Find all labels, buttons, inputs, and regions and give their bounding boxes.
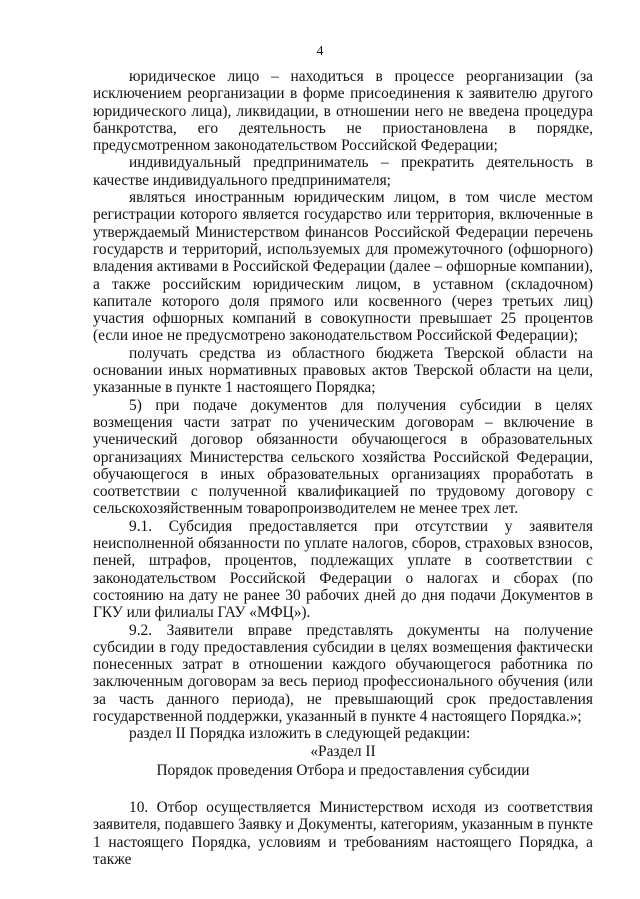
paragraph-10: 10. Отбор осуществляется Министерством исходя из соответствия заявителя, подавшего Заявку и Документы, категориям, указанным в пункте 1 настоящего Порядка, условиям и требованиям настоящего Порядка, а также	[93, 799, 593, 869]
document-body	[93, 68, 593, 868]
section-title: Порядок проведения Отбора и предоставления субсидии	[156, 761, 530, 779]
paragraph-9-2: 9.2. Заявители вправе представлять документы на получение субсидии в году предоставления субсидии в целях возмещения фактически понесенных затрат в отношении каждого обучающегося работника по заключенным договорам за весь период профессионального обучения (или за часть данного периода), не превышающий срок предоставления государственной поддержки, указанный в пункте 4 настоящего Порядка.»;	[93, 621, 593, 725]
paragraph-9-1: 9.1. Субсидия предоставляется при отсутствии у заявителя неисполненной обязанности по уплате налогов, сборов, страховых взносов, пеней, штрафов, процентов, подлежащих уплате в соответствии с законодательством Российской Федерации о налогах и сборах (по состоянию на дату не ранее 30 рабочих дней до дня подачи Документов в ГКУ или филиалы ГАУ «МФЦ»).	[93, 517, 593, 622]
page-number: 4	[316, 44, 324, 59]
paragraph-item-5: 5) при подаче документов для получения субсидии в целях возмещения части затрат по ученическим договорам – включение в ученический договор обязанности обучающегося в образовательных организациях Министерства сельского хозяйства Российской Федерации, обучающегося в иных образовательных организациях проработать в соответствии с полученной квалификацией по трудовому договору с сельскохозяйственным товаропроизводителем не менее трех лет.	[93, 396, 593, 518]
paragraph-legal-entity: юридическое лицо – находиться в процессе реорганизации (за исключением реорганизации в форме присоединения к заявителю другого юридического лица), ликвидации, в отношении него не введена процедура банкротства, его деятельность не приостановлена в порядке, предусмотренном законодательством Российской Федерации;	[93, 68, 593, 155]
paragraph-section-ii-intro: раздел II Порядка изложить в следующей редакции:	[129, 725, 471, 743]
paragraph-individual-entrepreneur: индивидуальный предприниматель – прекратить деятельность в качестве индивидуального предпринимателя;	[93, 154, 593, 189]
section-heading: «Раздел II	[310, 742, 376, 760]
paragraph-regional-budget: получать средства из областного бюджета Тверской области на основании иных нормативных правовых актов Тверской области на цели, указанные в пункте 1 настоящего Порядка;	[93, 344, 593, 397]
paragraph-foreign-entity: являться иностранным юридическим лицом, в том числе местом регистрации которого является государство или территория, включенные в утверждаемый Министерством финансов Российской Федерации перечень государств и территорий, используемых для промежуточного (офшорного) владения активами в Российской Федерации (далее – офшорные компании), а также российским юридическим лицом, в уставном (складочном) капитале которого доля прямого или косвенного (через третьих лиц) участия офшорных компаний в совокупности превышает 25 процентов (если иное не предусмотрено законодательством Российской Федерации);	[93, 189, 593, 345]
